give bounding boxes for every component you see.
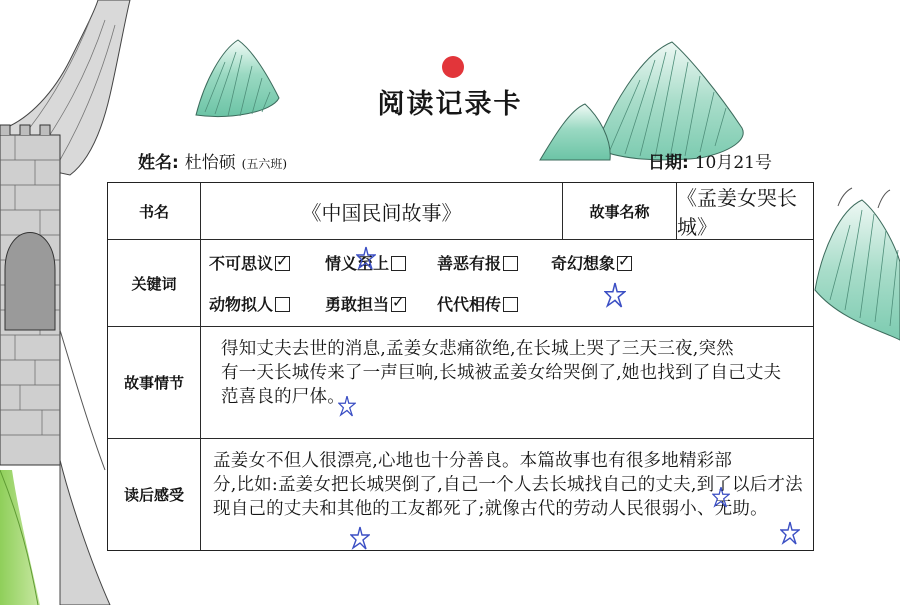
feeling-line: 现自己的丈夫和其他的工友都死了;就像古代的劳动人民很弱小、无助。 xyxy=(213,499,768,519)
keyword-item: 奇幻想象✓ xyxy=(551,251,632,274)
keywords-area xyxy=(201,240,813,326)
plot-label: 故事情节 xyxy=(108,327,201,438)
name-line xyxy=(138,148,287,173)
checkbox-checked[interactable] xyxy=(617,256,632,271)
book-value: 《中国民间故事》 xyxy=(201,183,563,239)
story-label: 故事名称 xyxy=(563,183,677,239)
checkbox-unchecked[interactable] xyxy=(275,297,290,312)
star-doodle-icon xyxy=(338,395,356,417)
plot-text xyxy=(201,327,813,438)
feeling-label: 读后感受 xyxy=(108,439,201,550)
plot-line: 得知丈夫去世的消息,孟姜女悲痛欲绝,在长城上哭了三天三夜,突然 xyxy=(221,339,734,359)
checkbox-unchecked[interactable] xyxy=(391,256,406,271)
star-doodle-icon xyxy=(350,526,370,550)
class-note: (五六班) xyxy=(241,157,288,171)
sun-icon xyxy=(442,56,464,78)
feeling-line: 分,比如:孟姜女把长城哭倒了,自己一个人去长城找自己的丈夫,到了以后才法 xyxy=(213,475,803,495)
name-label: 姓名: xyxy=(138,153,179,173)
star-doodle-icon xyxy=(356,246,376,270)
book-label: 书名 xyxy=(108,183,201,239)
keyword-item: 代代相传 xyxy=(437,292,518,315)
star-doodle-icon xyxy=(604,282,626,308)
keyword-item: 不可思议✓ xyxy=(209,251,290,274)
row-plot xyxy=(108,327,813,439)
star-doodle-icon xyxy=(780,520,800,546)
reading-record-table xyxy=(107,182,814,551)
checkbox-checked[interactable] xyxy=(391,297,406,312)
plot-line: 有一天长城传来了一声巨响,长城被孟姜女给哭倒了,她也找到了自己丈夫 xyxy=(221,363,782,383)
name-value: 杜怡硕 xyxy=(184,153,236,173)
keyword-item: 情义至上 xyxy=(325,251,406,274)
checkbox-checked[interactable] xyxy=(275,256,290,271)
row-book xyxy=(108,183,813,240)
checkbox-unchecked[interactable] xyxy=(503,297,518,312)
row-feeling xyxy=(108,439,813,550)
date-label: 日期: xyxy=(648,153,689,173)
mountain-far-right xyxy=(815,188,900,340)
star-doodle-icon xyxy=(712,486,730,508)
feeling-line: 孟姜女不但人很漂亮,心地也十分善良。本篇故事也有很多地精彩部 xyxy=(213,451,733,471)
page-title: 阅读记录卡 xyxy=(377,89,523,120)
row-keywords xyxy=(108,240,813,327)
plot-line: 范喜良的尸体。 xyxy=(221,387,345,407)
checkbox-unchecked[interactable] xyxy=(503,256,518,271)
date-line xyxy=(648,148,772,173)
keyword-item: 善恶有报 xyxy=(437,251,518,274)
keyword-item: 动物拟人 xyxy=(209,292,290,315)
keyword-item: 勇敢担当✓ xyxy=(325,292,406,315)
keywords-label: 关键词 xyxy=(108,240,201,326)
date-value: 10月21号 xyxy=(694,153,772,173)
story-value: 《孟姜女哭长城》 xyxy=(677,186,797,239)
